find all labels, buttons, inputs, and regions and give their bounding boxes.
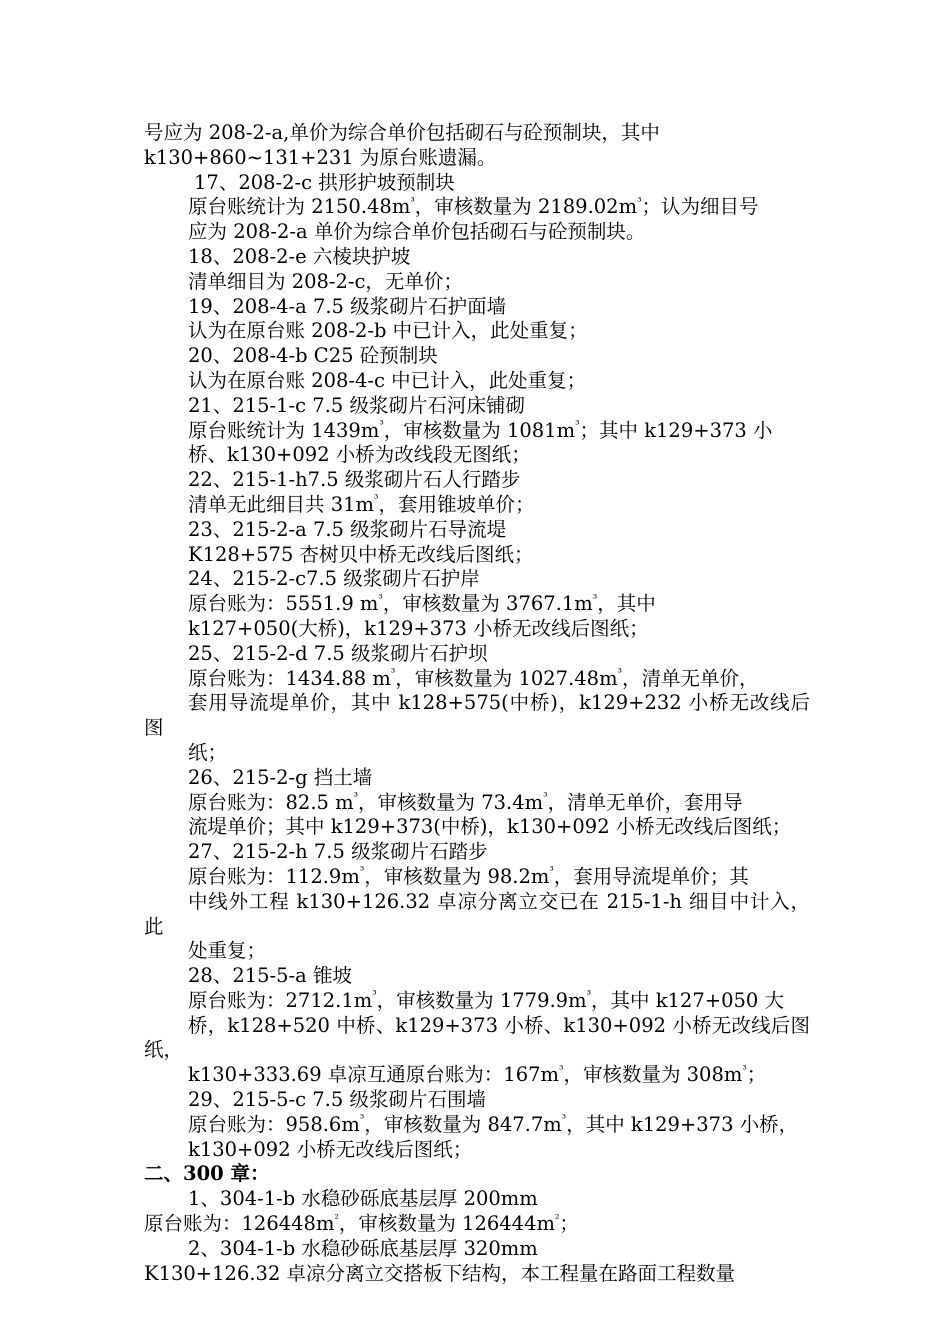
- paragraph: [144, 394, 810, 419]
- text-line: 19、208-4-a 7.5 级浆砌片石护面墙: [188, 294, 507, 318]
- text-line: k130+092 小桥无改线后图纸；: [188, 1137, 473, 1161]
- section-heading: [144, 1162, 810, 1187]
- text-line: k130+860~131+231 为原台账遗漏。: [144, 145, 497, 169]
- paragraph: [144, 1088, 810, 1113]
- paragraph: [144, 419, 810, 469]
- text-line: K128+575 杏树贝中桥无改线后图纸；: [188, 542, 534, 566]
- paragraph: [144, 964, 810, 989]
- text-line: 1、304-1-b 水稳砂砾底基层厚 200mm: [188, 1187, 538, 1211]
- paragraph: [144, 766, 810, 791]
- paragraph: [144, 667, 810, 766]
- text-line: 22、215-1-h7.5 级浆砌片石人行踏步: [188, 468, 521, 492]
- paragraph: [144, 245, 810, 270]
- paragraph: [144, 493, 810, 518]
- text-line: 原台账为：$112.9m^{^3}$，审核数量为 $98.2m^{^3}$，套用导流堤单价；其: [188, 864, 749, 888]
- paragraph: [144, 468, 810, 493]
- text-line: 原台账为：5551.9 $m^{^3}$，审核数量为 $3767.1m^{^3}$，其中: [188, 591, 656, 616]
- text-line: 18、208-2-e 六棱块护坡: [188, 244, 411, 268]
- paragraph: [144, 1262, 810, 1287]
- text-line: 28、215-5-a 锥坡: [188, 964, 352, 988]
- text-line: 流堤单价；其中 k129+373(中桥)，k130+092 小桥无改线后图纸；: [188, 815, 792, 839]
- text-line: 原台账为：82.5 $m^{^3}$，审核数量为 $73.4m^{^3}$，清单无单价，套用导: [188, 790, 743, 814]
- text-line: 原台账为：1434.88 $m^{^3}$，审核数量为 $1027.48m^{^3}$，清单无单价，: [188, 666, 759, 690]
- paragraph: [144, 1212, 810, 1237]
- paragraph: [144, 369, 810, 394]
- paragraph: [144, 344, 810, 369]
- text-line: k130+333.69 卓凉互通原台账为：$167m^{^3}$，审核数量为 $308m^{^3}$；: [188, 1062, 767, 1087]
- text-line: 原台账为：$2712.1m^{^3}$，审核数量为 $1779.9m^{^3}$，其中 k127+050 大: [188, 988, 784, 1012]
- paragraph: [144, 592, 810, 642]
- text-line: 二、300 章：: [144, 1162, 270, 1186]
- paragraph: [144, 567, 810, 592]
- paragraph: [144, 295, 810, 320]
- text-line: k127+050(大桥)，k129+373 小桥无改线后图纸；: [188, 616, 649, 640]
- paragraph: [144, 195, 810, 245]
- paragraph: [144, 319, 810, 344]
- text-line: 23、215-2-a 7.5 级浆砌片石导流堤: [188, 517, 507, 541]
- text-line: 25、215-2-d 7.5 级浆砌片石护坝: [188, 641, 488, 665]
- paragraph: [144, 791, 810, 841]
- paragraph: [144, 1187, 810, 1212]
- text-line: 清单无此细目共 $31m^{^3}$，套用锥坡单价；: [188, 492, 535, 516]
- paragraph: [144, 171, 810, 196]
- paragraph: [144, 865, 810, 964]
- paragraph: [144, 543, 810, 568]
- text-line: 应为 208-2-a 单价为综合单价包括砌石与砼预制块。: [188, 220, 646, 244]
- text-line: 原台账统计为 $2150.48m^{^3}$，审核数量为 $2189.02m^{^3}$；认为细目号: [188, 194, 759, 219]
- text-line: 桥，k128+520 中桥、k129+373 小桥、k130+092 小桥无改线后图纸，: [144, 1013, 810, 1062]
- paragraph: [144, 1113, 810, 1163]
- text-line: 24、215-2-c7.5 级浆砌片石护岸: [188, 567, 480, 591]
- text-line: 处重复；: [188, 939, 267, 963]
- text-line: 原台账统计为 $1439m^{^3}$，审核数量为 $1081m^{^3}$；其中 k129+373 小: [188, 418, 773, 442]
- text-line: 21、215-1-c 7.5 级浆砌片石河床铺砌: [188, 393, 525, 417]
- paragraph: [144, 270, 810, 295]
- text-line: 认为在原台账 208-4-c 中已计入，此处重复；: [188, 368, 587, 392]
- text-line: 20、208-4-b C25 砼预制块: [188, 344, 438, 368]
- text-line: 纸；: [188, 740, 228, 764]
- text-line: 中线外工程 k130+126.32 卓凉分离立交已在 215-1-h 细目中计入，此: [144, 889, 810, 938]
- text-line: 桥、k130+092 小桥为改线段无图纸；: [188, 443, 531, 467]
- text-line: 原台账为：$958.6m^{^3}$，审核数量为 $847.7m^{^3}$，其中 k129+373 小桥，: [188, 1112, 799, 1136]
- text-line: 原台账为：$126448m^{^2}$，审核数量为 $126444m^{^2}$；: [144, 1211, 579, 1236]
- text-line: K130+126.32 卓凉分离立交搭板下结构，本工程量在路面工程数量: [144, 1261, 736, 1285]
- text-line: 29、215-5-c 7.5 级浆砌片石围墙: [188, 1088, 486, 1112]
- text-line: 认为在原台账 208-2-b 中已计入，此处重复；: [188, 319, 588, 343]
- text-line: 号应为 208-2-a,单价为综合单价包括砌石与砼预制块，其中: [144, 121, 660, 144]
- text-line: 26、215-2-g 挡土墙: [188, 765, 373, 789]
- paragraph: [144, 518, 810, 543]
- paragraph: [144, 642, 810, 667]
- paragraph: [144, 840, 810, 865]
- text-line: 清单细目为 208-2-c，无单价；: [188, 269, 463, 293]
- paragraph: [144, 989, 810, 1088]
- paragraph: [144, 121, 810, 171]
- text-line: 27、215-2-h 7.5 级浆砌片石踏步: [188, 840, 488, 864]
- text-line: 17、208-2-c 拱形护坡预制块: [194, 170, 455, 194]
- text-line: 套用导流堤单价，其中 k128+575(中桥)，k129+232 小桥无改线后图: [144, 691, 810, 740]
- text-line: 2、304-1-b 水稳砂砾底基层厚 320mm: [188, 1236, 538, 1260]
- paragraph: [144, 1237, 810, 1262]
